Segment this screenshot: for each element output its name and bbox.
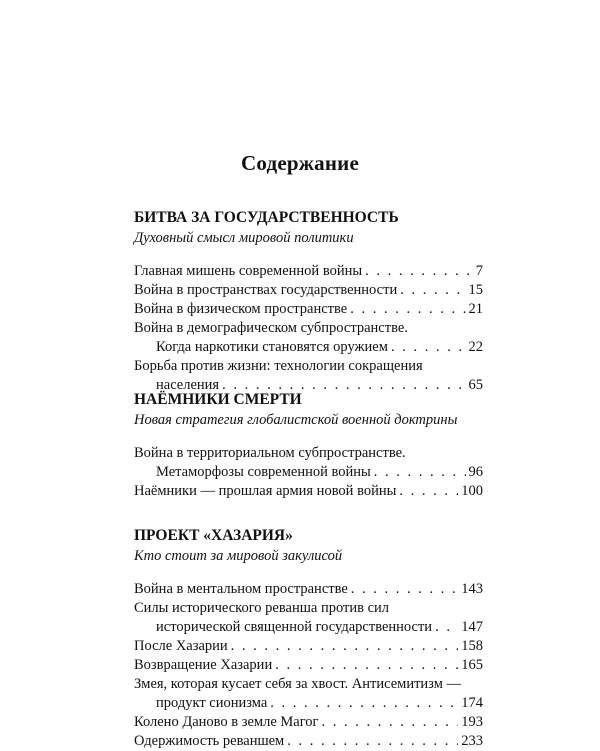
entry-title: Война в ментальном пространстве — [134, 581, 348, 597]
entry-row — [134, 694, 483, 713]
page-number: 147 — [461, 619, 483, 635]
toc-entry — [134, 444, 483, 482]
entry-row — [134, 618, 483, 637]
entry-row — [134, 580, 483, 599]
toc-entry — [134, 262, 483, 281]
section-subtitle: Кто стоит за мировой закулисой — [134, 548, 343, 564]
dot-leader — [374, 463, 466, 482]
toc-section — [134, 390, 483, 501]
dot-leader — [231, 637, 459, 656]
toc-section — [134, 208, 483, 395]
entry-title: Война в пространствах государственности — [134, 282, 398, 298]
entry-row — [134, 482, 483, 501]
toc-entry — [134, 656, 483, 675]
page-number: 143 — [461, 581, 483, 597]
entry-title: Возвращение Хазарии — [134, 657, 273, 673]
entry-row — [134, 300, 483, 319]
entry-title: После Хазарии — [134, 638, 228, 654]
entry-title: продукт сионизма — [156, 695, 268, 711]
entry-title-line: Война в демографическом субпространстве. — [134, 320, 408, 336]
dot-leader — [350, 300, 465, 319]
entry-row — [134, 637, 483, 656]
toc-entry — [134, 482, 483, 501]
toc-entry — [134, 319, 483, 357]
entry-title-line: Война в территориальном субпространстве. — [134, 445, 406, 461]
page-number: 193 — [461, 714, 483, 730]
entry-title: Главная мишень современной войны — [134, 263, 363, 279]
page-number: 22 — [468, 339, 483, 355]
toc-section — [134, 526, 483, 751]
toc-entry — [134, 637, 483, 656]
toc-entry — [134, 713, 483, 732]
section-heading: БИТВА ЗА ГОСУДАРСТВЕННОСТЬ — [134, 209, 399, 226]
entry-title: исторической священной государственности — [156, 619, 433, 635]
page-number: 65 — [468, 377, 483, 393]
dot-leader — [391, 338, 466, 357]
page-title: Содержание — [241, 151, 359, 175]
page-number: 15 — [468, 282, 483, 298]
entry-title-line: Силы исторического реванша против сил — [134, 600, 390, 616]
toc-entry — [134, 300, 483, 319]
dot-leader — [322, 713, 459, 732]
page-number: 158 — [461, 638, 483, 654]
entry-title: Колено Даново в земле Магог — [134, 714, 319, 730]
entry-title: Война в физическом пространстве — [134, 301, 348, 317]
dot-leader — [287, 732, 458, 751]
dot-leader — [270, 694, 458, 713]
toc-entry — [134, 599, 483, 637]
entry-title: Метаморфозы современной войны — [156, 464, 371, 480]
entry-row — [134, 713, 483, 732]
dot-leader — [435, 618, 458, 637]
entry-title-line: Борьба против жизни: технологии сокращения — [134, 358, 423, 374]
entry-row — [134, 262, 483, 281]
toc-entry — [134, 675, 483, 713]
entry-title-line: Змея, которая кусает себя за хвост. Антисемитизм — — [134, 676, 461, 692]
page-number: 100 — [461, 483, 483, 499]
page-number: 233 — [461, 733, 483, 749]
section-heading: НАЁМНИКИ СМЕРТИ — [134, 391, 302, 408]
toc-entry — [134, 281, 483, 300]
dot-leader — [399, 482, 458, 501]
entry-row — [134, 338, 483, 357]
dot-leader — [275, 656, 458, 675]
page-number: 7 — [475, 263, 483, 279]
entry-row — [134, 281, 483, 300]
toc-entry — [134, 580, 483, 599]
section-subtitle: Новая стратегия глобалистской военной доктрины — [134, 412, 458, 428]
dot-leader — [365, 262, 473, 281]
section-heading: ПРОЕКТ «ХАЗАРИЯ» — [134, 527, 293, 544]
section-subtitle: Духовный смысл мировой политики — [134, 230, 354, 246]
entry-title: Наёмники — прошлая армия новой войны — [134, 483, 397, 499]
entry-title: Одержимость реваншем — [134, 733, 285, 749]
entry-title: Когда наркотики становятся оружием — [156, 339, 388, 355]
dot-leader — [351, 580, 458, 599]
page-number: 21 — [468, 301, 483, 317]
page-number: 165 — [461, 657, 483, 673]
dot-leader — [400, 281, 465, 300]
entry-row — [134, 732, 483, 751]
entry-row — [134, 656, 483, 675]
page-number: 96 — [468, 464, 483, 480]
entry-title: населения — [156, 377, 220, 393]
page-number: 174 — [461, 695, 483, 711]
toc-entry — [134, 732, 483, 751]
entry-row — [134, 463, 483, 482]
